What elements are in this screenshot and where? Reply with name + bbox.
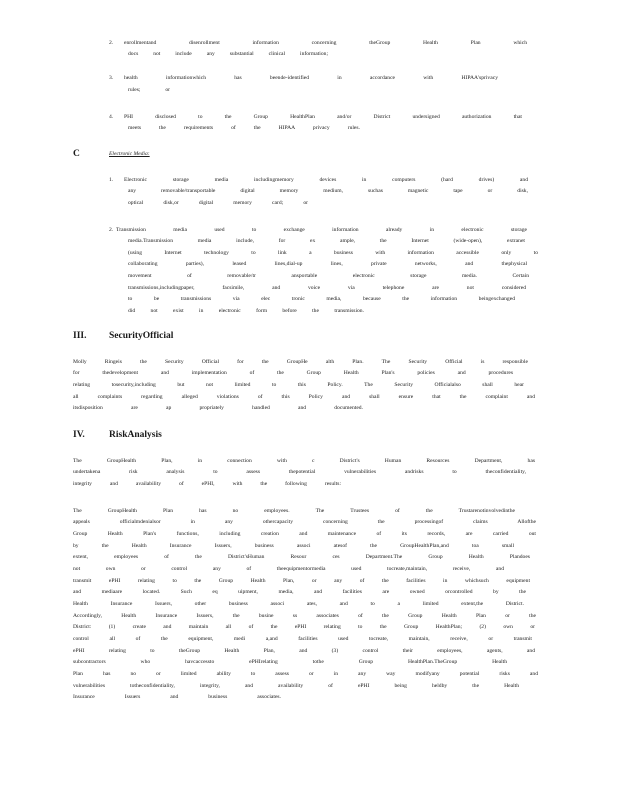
section-3-line-5: itsdisposition are ap propriately handled and documented. — [73, 405, 363, 411]
section-4-para-2-line-14: subcontractors who havcaccessto ePHIrelating tothe Group HealthPlan.TheGroup Health — [73, 659, 507, 665]
list-a-item-3-number: 3. — [109, 75, 114, 81]
list-a-item-2-number: 2. — [109, 40, 114, 46]
section-4-para-2-line-15: Plan has no or limited ability to assess or in any way modifyany potential risks and — [73, 671, 538, 677]
section-4-para-2-line-10: Accordingly, Health Insurance Issuers, the busine ss associates of the Group Health Plan or the — [73, 613, 536, 619]
list-a-item-3-line-2: rules; or — [128, 87, 170, 93]
section-4-para-1-line-3: integrity and availability of ePHI, with the following results: — [73, 481, 341, 487]
section-4-para-2-line-5: extent, employees of the District'sHuman Resour ces Department.The Group Health Plandoes — [73, 554, 530, 560]
section-4-para-2-line-9: Health Insurance Issuers, other business associ ates, and to a limited extent,the District. — [73, 601, 524, 607]
section-c-item-2-line-8: did not exist in electronic form before the transmission. — [128, 308, 364, 314]
section-4-para-2-line-3: Group Health Plan's functions, including creation and maintenance of its records, are carried out — [73, 531, 536, 537]
section-4-para-1-line-2: undertakena risk analysis to assess thepotential vulnerabilities andrisks to theconfidentiality, — [73, 469, 526, 475]
list-a-item-4-number: 4. — [109, 114, 114, 120]
section-c-item-2-line-3: (using Internet technology to link a business with information accessible only to — [128, 250, 538, 256]
section-c-item-1-line-3: optical disk,or digital memory card; or — [128, 200, 308, 206]
section-4-para-2-line-6: not own or control any of theequipmentormedia used tocreate,maintain, receive, and — [73, 566, 504, 572]
section-c-item-2-line-1: Transmission media used to exchange information already in electronic storage — [116, 227, 527, 233]
section-4-para-2-line-11: District: (1) create and maintain all of the ePHI relating to the Group HealthPlan; (2) own or — [73, 624, 535, 630]
section-c-item-2-line-6: transmissions,includingpaper, facsimile, and voice via telephone are not considered — [128, 285, 526, 291]
section-4-para-2-line-12: control all of the equipment, medi a,and facilities used tocreate, maintain, receive, or transmit — [73, 636, 532, 642]
section-4-para-2-line-2: appeals officialmdenialsor in any othercapacity concerning the processingof claims Allofthe — [73, 519, 536, 525]
section-4-para-2-line-8: and mediaare located. Such eq uipment, media, and facilities are owned orcontrolled by the — [73, 589, 526, 595]
section-3-title: SecurityOfficial — [109, 331, 174, 341]
section-3-line-4: all complaints regarding alleged violations of this Policy and shall ensure that the complaint and — [73, 394, 535, 400]
section-4-para-2-line-4: by the Health Insurance Issuers, business associ atesof the GroupHealthPlan,and toa small — [73, 543, 514, 549]
section-3-line-1: Molly Ringeis the Security Official for the GroupHe alth Plan. The Security Official is responsible — [73, 359, 528, 365]
section-c-item-1-line-2: any removable/transportable digital memory medium, suchas magnetic tape or disk, — [128, 188, 528, 194]
section-c-item-1-line-1: Electronic storage media includingmemory devices in computers (hard drives) and — [124, 177, 528, 183]
section-3-line-3: relating tosecurity,including but not limited to this Policy. The Security Officialalso shall hear — [73, 382, 524, 388]
section-c-title: Electronic Media: — [109, 151, 150, 157]
section-3-number: III. — [73, 331, 87, 341]
section-c-label: C — [73, 149, 80, 159]
section-c-item-2-line-5: movement of removable/tr ansportable electronic storage media. Certain — [128, 273, 529, 279]
section-c-item-2-line-2: media.Transmission media include, for ex ample, the Internet (wide-open), extranet — [128, 238, 525, 244]
section-c-item-2-line-7: to be transmissions via elec tronic media, because the information beingexchanged — [128, 296, 515, 302]
section-4-para-2-line-1: The GroupHealth Plan has no employees. The Trustees of the Trustarenotinvolvedinthe — [73, 508, 515, 514]
list-a-item-2-line-1: enrollmentand disenrollment information concerning theGroup Health Plan which — [124, 40, 527, 46]
section-4-para-2-line-17: Insurance Issuers and business associates. — [73, 694, 281, 700]
section-c-item-1-number: 1. — [109, 177, 114, 183]
section-3-line-2: for thedevelopment and implementation of the Group Health Plan's policies and procedures — [73, 370, 513, 376]
section-4-para-2-line-7: transmit ePHI relating to the Group Health Plan, or any of the facilities in whichsuch equipment — [73, 578, 530, 584]
section-4-para-2-line-16: vulnerabilities totheconfidentiality, integrity, and availability of ePHI being heldby the Health — [73, 683, 519, 689]
section-4-number: IV. — [73, 430, 85, 440]
section-c-item-2-line-4: collaborating parties), leased lines,dial-up lines, private networks, and thephysical — [128, 261, 527, 267]
section-4-para-1-line-1: The GroupHealth Plan, in connection with c District's Human Resources Department, has — [73, 458, 535, 464]
section-c-item-2-number: 2. — [109, 227, 114, 233]
list-a-item-2-line-2: docs not include any substantial clinical information; — [128, 51, 328, 57]
list-a-item-3-line-1: health informationwhich has beende-identified in accordance with HIPAA'sprivacy — [124, 75, 498, 81]
list-a-item-4-line-2: meets the requirements of the HIPAA privacy rules. — [128, 125, 360, 131]
section-4-para-2-line-13: ePHI relating to theGroup Health Plan, and (3) control their employees, agents, and — [73, 648, 535, 654]
section-4-title: RiskAnalysis — [109, 430, 162, 440]
list-a-item-4-line-1: PHI disclosed to the Group HealthPlan and/or District undersigned authorization that — [124, 114, 522, 120]
